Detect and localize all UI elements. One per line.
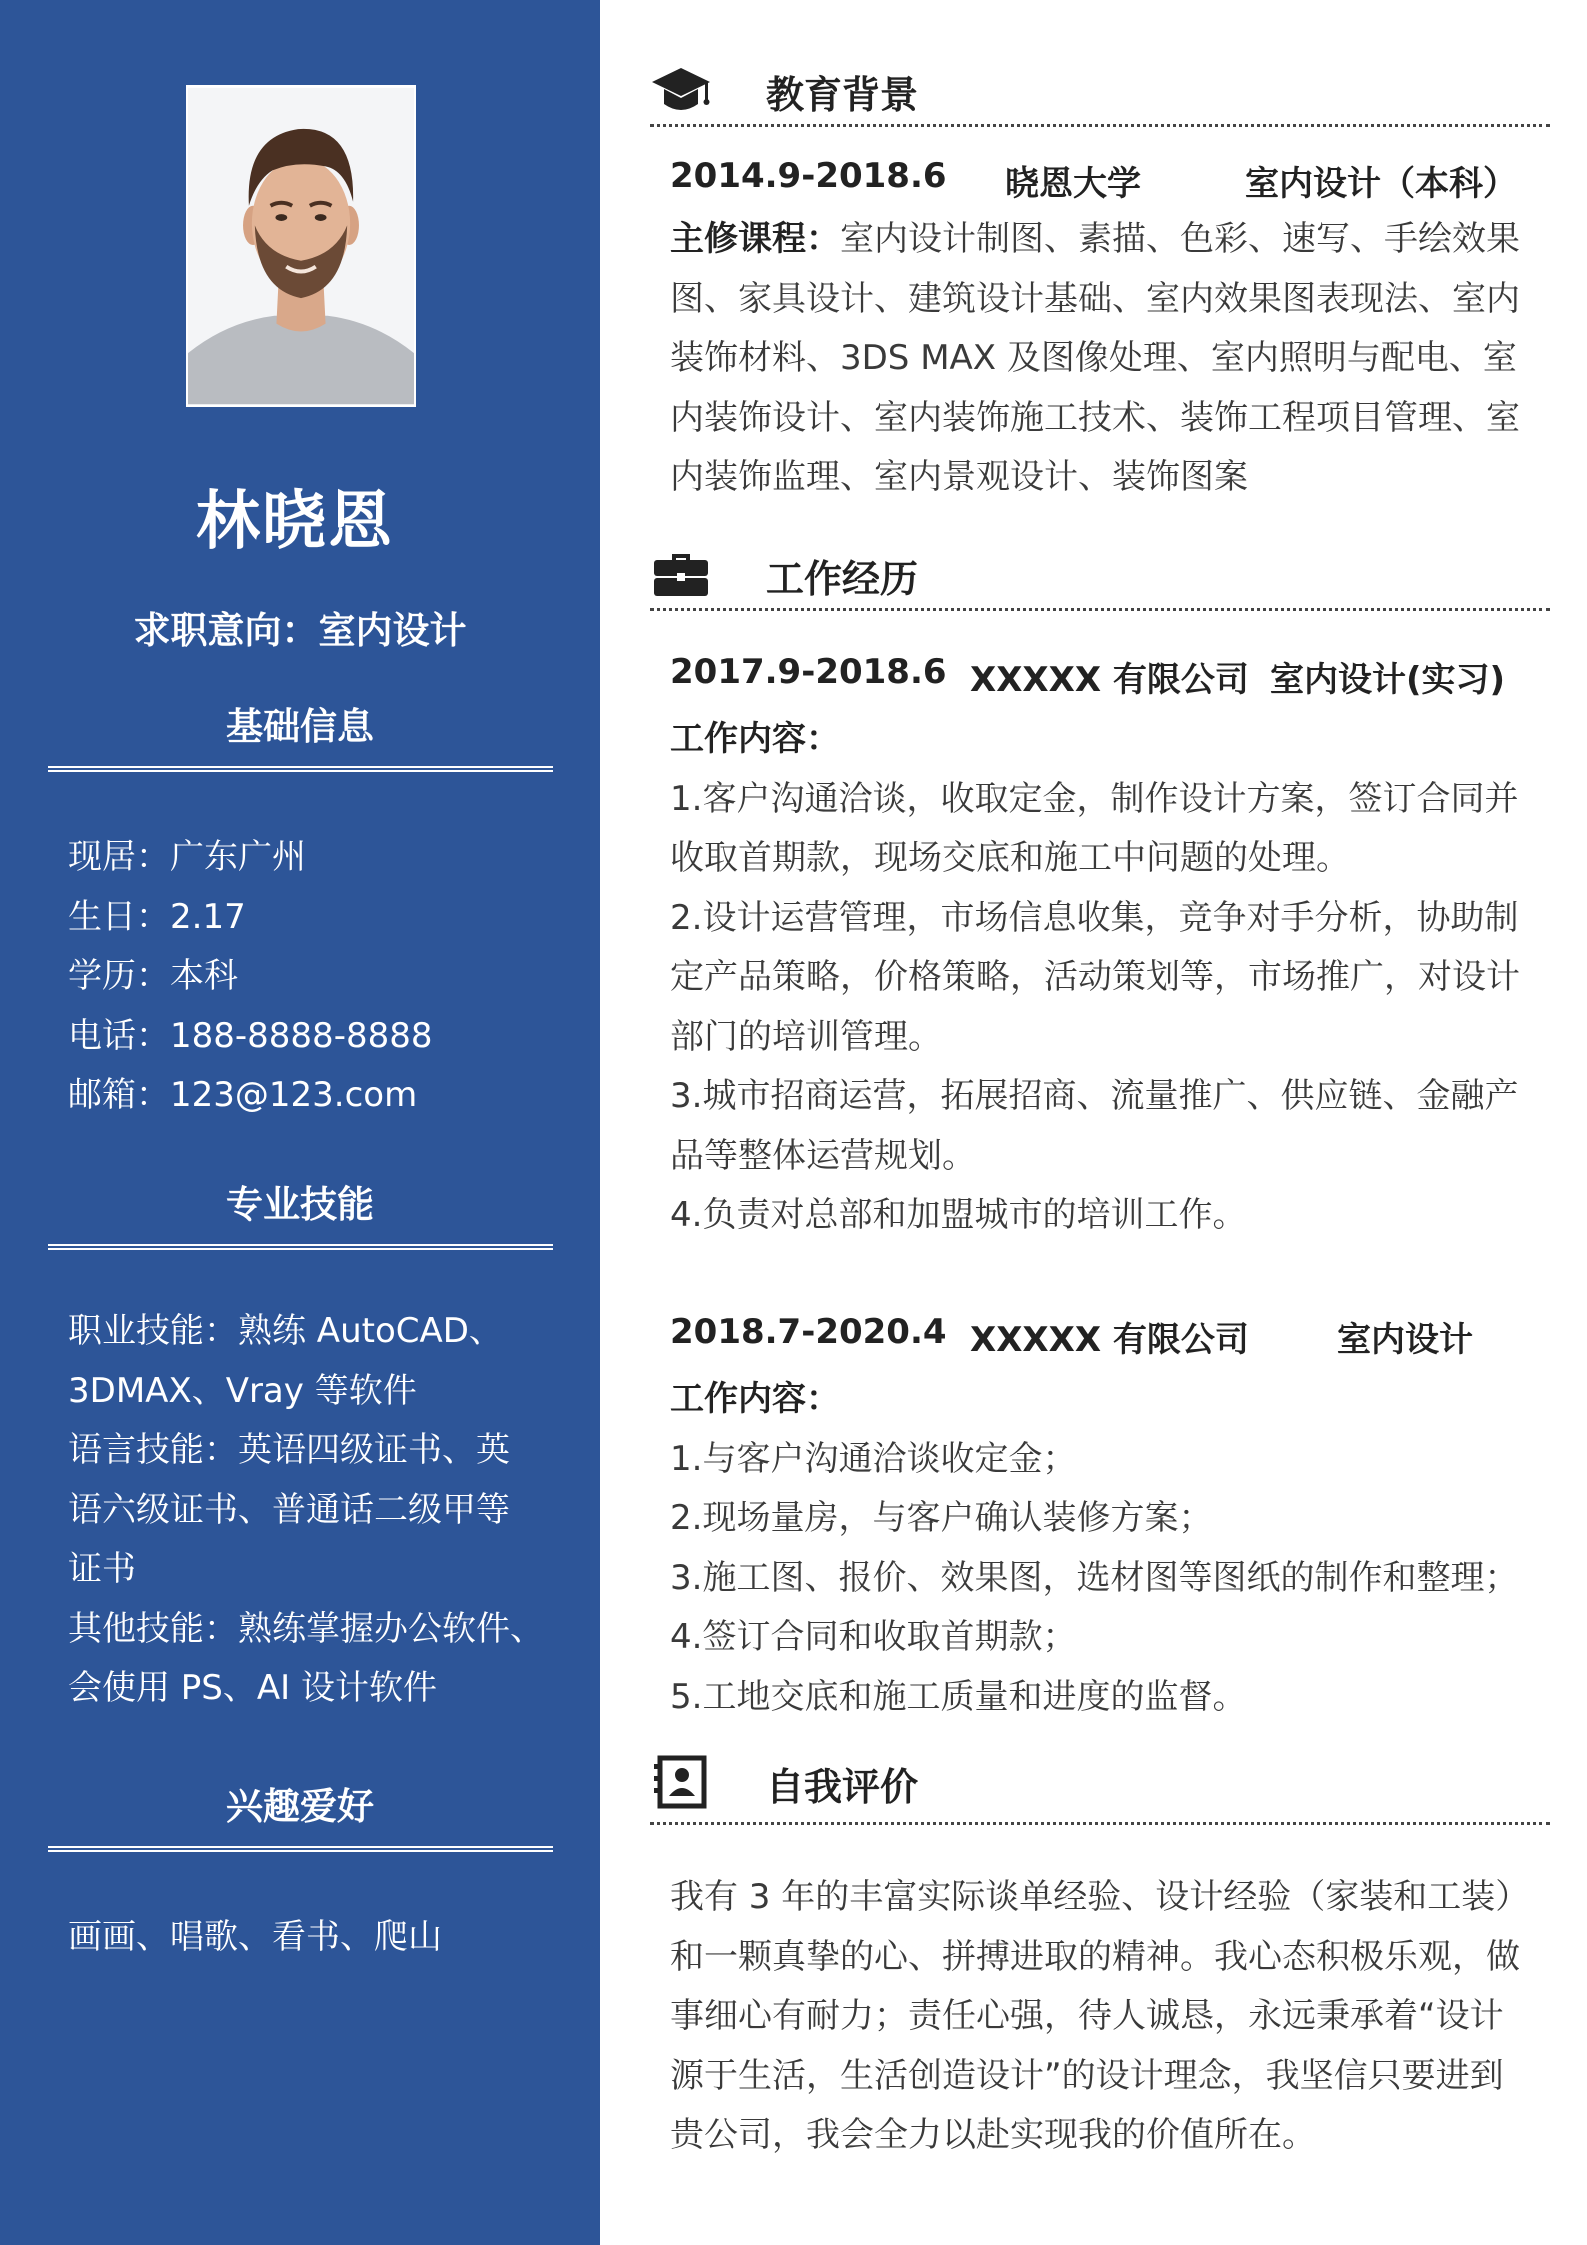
courses-line: 室内设计制图、素描、色彩、速写、手绘效果 [840, 219, 1520, 259]
job-2-line: 4.签订合同和收取首期款； [670, 1617, 1077, 1657]
skills-line: 语六级证书、普通话二级甲等 [68, 1489, 510, 1530]
basic-info-education: 学历：本科 [68, 956, 238, 996]
education-header [650, 62, 1550, 122]
job-1-content-label: 工作内容： [670, 719, 840, 759]
basic-info-birthday: 生日：2.17 [68, 896, 246, 937]
portrait-illustration [188, 87, 414, 405]
education-courses [670, 210, 1540, 508]
self-eval-line: 源于生活，生活创造设计”的设计理念，我坚信只要进到 [670, 2055, 1504, 2096]
briefcase-icon [650, 546, 712, 602]
job-2-period: 2018.7-2020.4 [670, 1312, 947, 1352]
skills-line: 其他技能：熟练掌握办公软件、 [68, 1608, 544, 1649]
basic-info-title: 基础信息 [226, 705, 374, 748]
basic-info-divider [48, 766, 553, 772]
job-1-line: 2.设计运营管理，市场信息收集，竞争对手分析，协助制 [670, 897, 1519, 938]
skills-divider [48, 1244, 553, 1250]
job-2-line: 2.现场量房，与客户确认装修方案； [670, 1498, 1213, 1538]
job-2-line: 1.与客户沟通洽谈收定金； [670, 1438, 1077, 1479]
self-eval-line: 和一颗真挚的心、拼搏进取的精神。我心态积极乐观，做 [670, 1936, 1520, 1977]
hobbies-title: 兴趣爱好 [226, 1785, 374, 1828]
job-1-company: XXXXX 有限公司 [970, 660, 1249, 700]
self-eval-line: 贵公司，我会全力以赴实现我的价值所在。 [670, 2115, 1316, 2155]
skills-line: 证书 [68, 1549, 136, 1589]
job-1-line: 收取首期款，现场交底和施工中问题的处理。 [670, 838, 1350, 878]
job-2-line: 5.工地交底和施工质量和进度的监督。 [670, 1676, 1247, 1717]
self-eval-divider [650, 1822, 1550, 1825]
skills-line: 职业技能：熟练 AutoCAD、 [68, 1311, 503, 1351]
job-1-line: 4.负责对总部和加盟城市的培训工作。 [670, 1195, 1247, 1235]
job-1-head [670, 652, 1550, 702]
job-1-line: 定产品策略，价格策略，活动策划等，市场推广，对设计 [670, 957, 1520, 997]
self-eval-title: 自我评价 [766, 1765, 919, 1809]
education-period: 2014.9-2018.6 [670, 156, 947, 196]
hobbies-line: 画画、唱歌、看书、爬山 [68, 1917, 442, 1957]
job-2-company: XXXXX 有限公司 [970, 1320, 1249, 1360]
courses-label: 主修课程： [670, 219, 840, 259]
courses-line: 图、家具设计、建筑设计基础、室内效果图表现法、室内 [670, 278, 1520, 319]
skills-list [68, 1302, 558, 1719]
work-divider [650, 608, 1550, 611]
self-eval-line: 事细心有耐力；责任心强，待人诚恳，永远秉承着“设计 [670, 1996, 1504, 2036]
work-header [650, 546, 1550, 606]
skills-line: 3DMAX、Vray 等软件 [68, 1370, 417, 1411]
education-entry-head [670, 156, 1550, 206]
job-intent: 求职意向：室内设计 [133, 609, 467, 652]
sidebar [0, 0, 600, 2245]
candidate-name: 林晓恩 [196, 485, 394, 559]
self-eval-line: 我有 3 年的丰富实际谈单经验、设计经验（家装和工装） [670, 1877, 1530, 1917]
avatar-photo [186, 85, 416, 407]
education-title: 教育背景 [766, 73, 919, 117]
basic-info-phone: 电话：188-8888-8888 [68, 1015, 433, 1056]
job-2-content [670, 1370, 1540, 1727]
education-divider [650, 124, 1550, 127]
skills-line: 会使用 PS、AI 设计软件 [68, 1668, 437, 1708]
courses-line: 内装饰监理、室内景观设计、装饰图案 [670, 457, 1248, 497]
hobbies-text [68, 1908, 558, 1968]
basic-info-residence: 现居：广东广州 [68, 837, 306, 877]
job-1-line: 部门的培训管理。 [670, 1016, 942, 1057]
job-1-role: 室内设计(实习) [1270, 660, 1506, 700]
job-1-content [670, 710, 1540, 1246]
basic-info-list [68, 828, 558, 1126]
courses-line: 装饰材料、3DS MAX 及图像处理、室内照明与配电、室 [670, 338, 1517, 378]
courses-line: 内装饰设计、室内装饰施工技术、装饰工程项目管理、室 [670, 397, 1520, 438]
job-1-line: 品等整体运营规划。 [670, 1135, 976, 1176]
self-eval-header [650, 1754, 1550, 1814]
profile-card-icon [650, 1754, 712, 1810]
skills-line: 语言技能：英语四级证书、英 [68, 1430, 510, 1470]
basic-info-email: 邮箱：123@123.com [68, 1075, 418, 1115]
work-title: 工作经历 [766, 557, 919, 601]
job-2-role: 室内设计 [1337, 1320, 1473, 1360]
job-2-head [670, 1312, 1550, 1362]
education-school: 晓恩大学 [1005, 164, 1141, 204]
skills-title: 专业技能 [226, 1183, 374, 1226]
job-2-content-label: 工作内容： [670, 1379, 840, 1419]
self-eval-text [670, 1868, 1540, 2166]
graduation-cap-icon [650, 62, 712, 118]
hobbies-divider [48, 1846, 553, 1852]
education-major: 室内设计（本科） [1245, 164, 1517, 204]
job-1-line: 3.城市招商运营，拓展招商、流量推广、供应链、金融产 [670, 1076, 1519, 1116]
main-content [600, 0, 1587, 2245]
job-1-period: 2017.9-2018.6 [670, 652, 947, 692]
job-2-line: 3.施工图、报价、效果图，选材图等图纸的制作和整理； [670, 1557, 1519, 1598]
job-1-line: 1.客户沟通洽谈，收取定金，制作设计方案，签订合同并 [670, 778, 1519, 819]
